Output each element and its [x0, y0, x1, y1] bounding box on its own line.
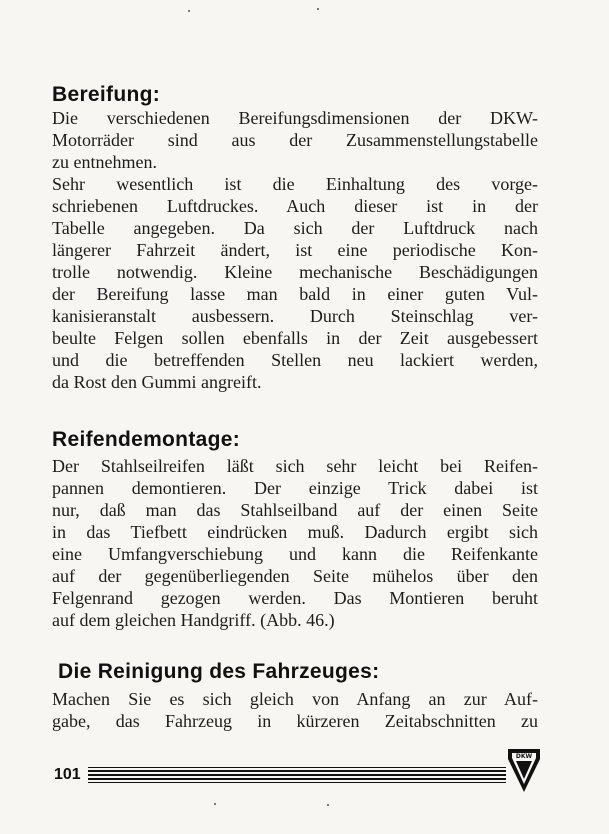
text-line: der Bereifung lasse man bald in einer guten Vul- — [52, 284, 538, 304]
text-line: Die verschiedenen Bereifungsdimensionen der DKW- — [52, 108, 538, 128]
text-line: beulte Felgen sollen ebenfalls in der Zeit ausgebessert — [52, 328, 538, 348]
text-line: eine Umfangverschiebung und kann die Reifenkante — [52, 544, 538, 564]
text-line: gabe, das Fahrzeug in kürzeren Zeitabschnitten zu — [52, 711, 538, 731]
heading-reifendemontage: Reifendemontage: — [52, 428, 240, 451]
text-line: Motorräder sind aus der Zusammenstellungstabelle — [52, 130, 538, 150]
heading-bereifung: Bereifung: — [52, 83, 160, 106]
text-line: Felgenrand gezogen werden. Das Montieren beruht — [52, 588, 538, 608]
text-line: Machen Sie es sich gleich von Anfang an zur Auf- — [52, 689, 538, 709]
text-line: pannen demontieren. Der einzige Trick dabei ist — [52, 478, 538, 498]
text-line: Sehr wesentlich ist die Einhaltung des vorge- — [52, 174, 538, 194]
paragraph-bereifung — [52, 107, 538, 393]
page-footer — [52, 753, 542, 797]
print-speck — [188, 10, 190, 12]
footer-rule-lines — [88, 767, 506, 783]
text-line: trolle notwendig. Kleine mechanische Beschädigungen — [52, 262, 538, 282]
print-speck — [317, 8, 319, 10]
paragraph-reifendemontage — [52, 455, 538, 631]
text-line: längerer Fahrzeit ändert, ist eine periodische Kon- — [52, 240, 538, 260]
text-line: zu entnehmen. — [52, 152, 157, 172]
text-line: auf dem gleichen Handgriff. (Abb. 46.) — [52, 610, 335, 630]
text-line: nur, daß man das Stahlseilband auf der einen Seite — [52, 500, 538, 520]
text-line: in das Tiefbett eindrücken muß. Dadurch ergibt sich — [52, 522, 538, 542]
text-line: auf der gegenüberliegenden Seite mühelos über den — [52, 566, 538, 586]
text-line: da Rost den Gummi angreift. — [52, 372, 262, 392]
print-speck — [214, 803, 216, 805]
dkw-logo-icon — [506, 745, 542, 795]
heading-reinigung: Die Reinigung des Fahrzeuges: — [58, 660, 380, 683]
text-line: Der Stahlseilreifen läßt sich sehr leicht bei Reifen- — [52, 456, 538, 476]
text-line: schriebenen Luftdruckes. Auch dieser ist in der — [52, 196, 538, 216]
text-line: Tabelle angegeben. Da sich der Luftdruck nach — [52, 218, 538, 238]
logo-text: DKW — [515, 753, 533, 760]
paragraph-reinigung — [52, 688, 538, 732]
print-speck — [327, 804, 329, 806]
text-line: kanisieranstalt ausbessern. Durch Steinschlag ver- — [52, 306, 538, 326]
page-number: 101 — [54, 766, 81, 783]
text-line: und die betreffenden Stellen neu lackiert werden, — [52, 350, 538, 370]
